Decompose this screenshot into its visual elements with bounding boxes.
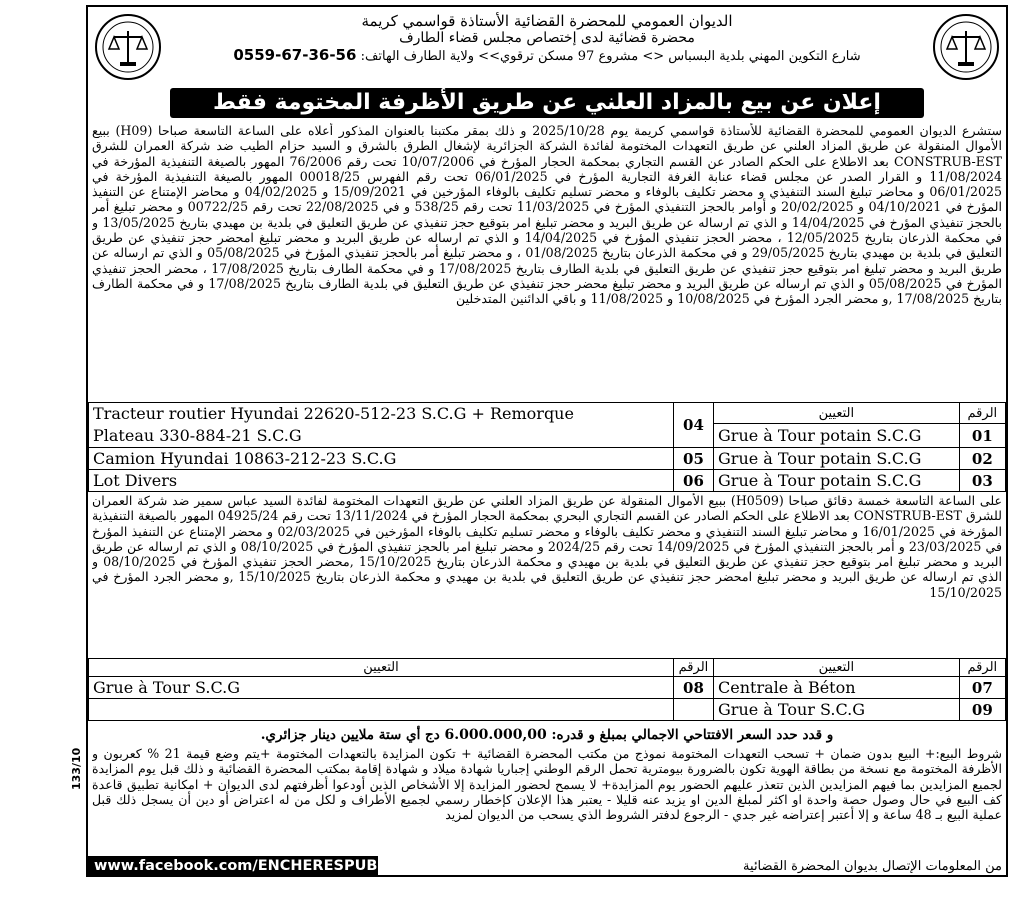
column-header-number: الرقم [673,659,713,677]
lot-number: 03 [959,470,1005,492]
column-header-item: التعيين [89,659,674,677]
lot-number: 07 [959,677,1005,699]
lot-item: Grue à Tour potain S.C.G [714,424,960,448]
lots-table-2 [88,658,1006,721]
lots-table-1 [88,402,1006,492]
lot-item: Grue à Tour S.C.G [714,699,960,721]
lot-item: Tracteur routier Hyundai 22620-512-23 S.C.G + Remorque Plateau 330-884-21 S.C.G [89,403,674,448]
court-seal-left [94,13,162,81]
lot-number: 06 [673,470,713,492]
office-name: الديوان العمومي للمحضرة القضائية الأستاذة قواسمي كريمة [361,12,733,30]
lot-item: Grue à Tour potain S.C.G [714,448,960,470]
column-header-item: التعيين [714,403,960,424]
office-address: شارع التكوين المهني بلدية البسباس <> مشروع 97 مسكن ترقوي>> ولاية الطارف الهاتف: 0559-67-36-56 [233,46,861,64]
sale-terms: شروط البيع:+ البيع بدون ضمان + تسحب التعهدات المختومة نموذج من مكتب المحضرة القضائية + تكون المزايدة بالتعهدات المختومة +يتم وضع قيمة 21 % كعربون و الأظرفة المختومة مع نسخة من بطاقة الهوية تكون بالضرورة بيومترية تحمل الرقم الوطني إجباريا شهادة ميلاد و شهادة إقامة بمكتب المحضرة القضائية و ذلك قبل يوم المزايدة لجميع المزايدين بما فيهم المزايدين الذين تتعذر عليهم الحضور يوم المزايدة+ لا يسمح لحضور المزايدة إلا الأشخاص الذين أودعوا أظرفتهم لدى الديوان + امكانية تطبيق قاعدة كف البيع في حال وصول حصة واحدة او اكثر لمبلغ الدين او يزيد عنه قليلا - يعتبر هذا الإعلان كإخطار رسمي لجميع الأطراف و لكل من له اعتراض أو دين أن يسجل ذلك قبل عملية البيع بـ 48 ساعة و إلا أعتبر إعتراضه غير جدي - الرجوع لدفتر الشروط الذي يسحب من الديوان لمزيد [92,746,1002,823]
office-phone: 0559-67-36-56 [233,46,357,64]
footer-tail: من المعلومات الإتصال بديوان المحضرة القضائية [743,859,1002,874]
notice-frame [86,5,1008,877]
column-header-number: الرقم [959,403,1005,424]
auction-paragraph-2: على الساعة التاسعة خمسة دقائق صباحا (H0509) ببيع الأموال المنقولة عن طريق المزاد العلني عن طريق التعهدات المختومة لفائدة السيد عباس سمير ضد شركة العمران للشرق CONSTRUB-EST بعد الاطلاع على الحكم الصادر عن القسم التجاري البحري بمحكمة الحجار المؤرخ في 13/11/2024 تحت رقم 04925/24 المهور بالصيغة التنفيذية المؤرخة في 16/01/2025 و محاضر تبليغ السند التنفيذي و محضر تكليف بالوفاء و محضر تسليم تكليف بالوفاء المؤرخين في 02/03/2025 و محضر الإمتناع عن التنفيذ المؤرخ في 23/03/2025 و أمر بالحجز التنفيذي المؤرخ في 14/09/2025 تحت رقم 2024/25 و محضر تبليغ امر بالحجز تنفيذي المؤرخ في 08/10/2025 و الذي تم ارساله عن طريق البريد و محضر تبليغ امر بتوقيع حجز تنفيذي عن طريق التعليق في بلدية بن مهيدي و محكمة الذرعان بتاريخ 15/10/2025 ,محضر الحجز تنفيذي المؤرخ في 08/10/2025 و الذي تم ارساله عن طريق البريد و محضر تبليغ امحضر حجز تنفيذي عن طريق التعليق في بلدية بن مهيدي و محكمة الذرعان بتاريخ 15/10/2025 ,و محضر الجرد المؤرخ في 15/10/2025 [92,493,1002,600]
price-amount: 6.000.000,00 [444,727,547,743]
lot-number: 01 [959,424,1005,448]
court-seal-right [932,13,1000,81]
lot-item: Grue à Tour potain S.C.G [714,470,960,492]
lot-number: 09 [959,699,1005,721]
opening-price: و قدد حدد السعر الافتتاحي الاجمالي بمبلغ و قدره: 6.000.000,00 دج أي ستة ملايين دينار جزائري. [260,727,834,743]
empty-cell [89,699,674,721]
column-header-number: الرقم [959,659,1005,677]
facebook-link[interactable]: www.facebook.com/ENCHERESPUB [88,856,378,877]
side-code: 133/10 [70,747,83,790]
lot-number: 08 [673,677,713,699]
empty-cell [673,699,713,721]
office-header [170,13,924,65]
office-jurisdiction: محضرة قضائية لدى إختصاص مجلس قضاء الطارف [399,30,695,46]
lot-number: 05 [673,448,713,470]
lot-number: 02 [959,448,1005,470]
lot-number: 04 [673,403,713,448]
auction-paragraph-1: ستشرع الديوان العمومي للمحضرة القضائية للأستاذة قواسمي كريمة يوم 2025/10/28 و ذلك بمقر مكتبنا بالعنوان المذكور أعلاه على الساعة التاسعة صباحا (H09) ببيع الأموال المنقولة عن طريق المزاد العلني عن طريق التعهدات المختومة لفائدة الشركة الجزائرية لإشغال الطرق بالشرق و السيد حزام الطيب ضد شركة العمران للشرق CONSTRUB-EST بعد الاطلاع على الحكم الصادر عن القسم التجاري بمحكمة الحجار المؤرخ في 10/07/2006 تحت رقم 76/2006 المهور بالصيغة التنفيذية المؤرخة في 11/08/2024 و القرار الصدر عن مجلس قضاء عنابة الغرفة التجارية المؤرخ في 06/01/2025 تحت رقم الفهرس 00018/25 المهور بالصيغة التنفيذية المؤرخة في 06/01/2025 و محاضر تبليغ السند التنفيذي و محضر تكليف بالوفاء و محضر تسليم تكليف بالوفاء المؤرخين في 15/09/2021 و 04/02/2025 و محاضر الإمتناع عن التنفيذ المؤرخ في 04/10/2021 و 20/02/2025 و أوامر بالحجز التنفيذي المؤرخ في 11/03/2025 تحت رقم 538/25 و في 22/08/2025 تحت رقم 00722/25 و محضر تبليغ أمر بالحجز تنفيذي المؤرخ في 14/04/2025 و الذي تم ارساله عن طريق البريد و محضر تبليغ امر بتوقيع حجز تنفيذي عن طريق التعليق في بلدية بن مهيدي بتاريخ 13/05/2025 و في محكمة الذرعان بتاريخ 12/05/2025 ، محضر الحجز تنفيذي المؤرخ في 14/04/2025 و الذي تم ارساله عن طريق البريد و محضر تبليغ امحضر حجز تنفيذي عن طريق التعليق في بلدية بن مهيدي بتاريخ 29/05/2025 و في محكمة الذرعان بتاريخ 01/08/2025 ، و محضر تبليغ أمر بالحجز تنفيذي المؤرخ في 05/08/2025 و الذي تم ارساله عن طريق البريد و محضر تبليغ امر بتوقيع حجز تنفيذي عن طريق التعليق في بلدية الطارف بتاريخ 17/08/2025 و في محكمة الطارف بتاريخ 17/08/2025 ، محضر الحجز تنفيذي المؤرخ في 05/08/2025 و الذي تم ارساله عن طريق البريد و محضر تبليغ محضر حجز تنفيذي عن طريق التعليق في بلدية الطارف بتاريخ 17/08/2025 و في محكمة الطارف بتاريخ 17/08/2025 ,و محضر الجرد المؤرخ في 10/08/2025 و 11/08/2025 و باقي الدائنين المتدخلين [92,123,1002,307]
auction-banner: إعلان عن بيع بالمزاد العلني عن طريق الأظرفة المختومة فقط [170,88,924,118]
lot-item: Grue à Tour S.C.G [89,677,674,699]
lot-item: Centrale à Béton [714,677,960,699]
column-header-item: التعيين [714,659,960,677]
lot-item: Camion Hyundai 10863-212-23 S.C.G [89,448,674,470]
lot-item: Lot Divers [89,470,674,492]
